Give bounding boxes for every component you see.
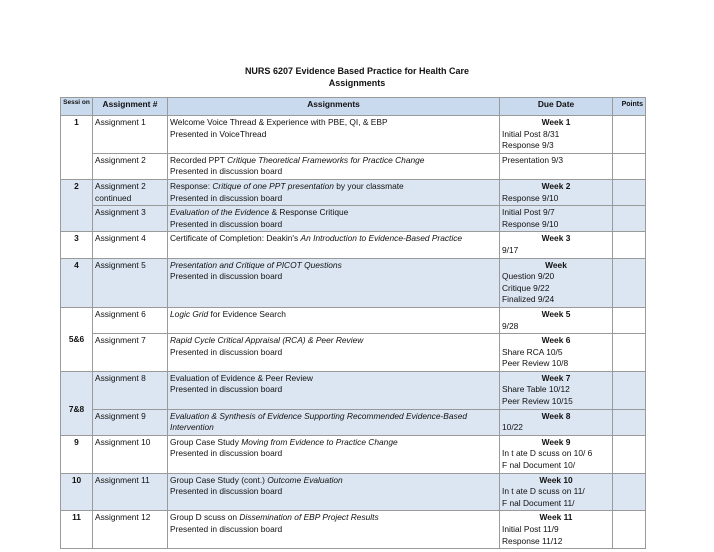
due-text: Response 11/12 [502, 535, 563, 546]
assignment-number: Assignment 2 [93, 153, 168, 179]
header-session: Sessi on [61, 98, 93, 116]
assignment-description [168, 179, 500, 205]
table-row [61, 334, 646, 372]
session-cell: 4 [61, 258, 93, 307]
header-due-date: Due Date [500, 98, 613, 116]
points-cell [613, 232, 646, 258]
due-date [500, 409, 613, 435]
assignment-title: Presentation and Critique of PICOT Questions [170, 259, 342, 270]
points-cell [613, 307, 646, 333]
assignment-title: Evaluation & Synthesis of Evidence Supporting Recommended Evidence-Based [170, 410, 468, 421]
assignment-text: for Evidence Search [208, 308, 286, 319]
assignment-title: An Introduction to Evidence-Based Practice [300, 233, 463, 244]
assignment-text: & Response Critique [269, 207, 349, 218]
course-title: NURS 6207 Evidence Based Practice for Health Care [244, 66, 470, 76]
assignment-description [168, 511, 500, 549]
assignment-text: Group Case Study [170, 436, 242, 447]
week-label: Week 9 [541, 436, 571, 447]
week-label: Week 7 [541, 372, 571, 383]
table-row [61, 371, 646, 409]
session-cell: 2 [61, 179, 93, 231]
assignment-text: Presented in discussion board [170, 448, 283, 459]
due-date [500, 116, 613, 154]
assignment-number: Assignment 6 [93, 307, 168, 333]
week-label: Week 2 [541, 180, 571, 191]
assignment-number: Assignment 3 [93, 206, 168, 232]
assignment-title: Rapid Cycle Critical Appraisal (RCA) & Peer Review [170, 335, 364, 346]
table-row [61, 511, 646, 549]
session-cell: 9 [61, 435, 93, 473]
due-date [500, 511, 613, 549]
points-cell [613, 511, 646, 549]
points-cell [613, 409, 646, 435]
assignment-text: Presented in discussion board [170, 486, 283, 497]
assignment-description [168, 371, 500, 409]
due-date [500, 232, 613, 258]
assignment-description [168, 116, 500, 154]
table-row [61, 307, 646, 333]
week-label: Week [545, 259, 567, 270]
points-cell [613, 334, 646, 372]
assignment-description [168, 206, 500, 232]
assignments-table [60, 97, 646, 549]
assignment-text: Presented in discussion board [170, 524, 283, 534]
assignment-number: Assignment 10 [93, 435, 168, 473]
assignment-number: Assignment 5 [93, 258, 168, 307]
assignment-number [93, 179, 168, 205]
assignment-text: Presented in discussion board [170, 384, 283, 395]
assignment-title: Logic Grid [170, 308, 209, 319]
assignment-description [168, 258, 500, 307]
due-text: Response 9/10 [502, 218, 559, 229]
assignment-text: Certificate of Completion: Deakin's [170, 233, 301, 244]
assignment-number: Assignment 7 [93, 334, 168, 372]
assignment-number-text: Assignment 2 [95, 180, 146, 191]
week-label: Week 11 [539, 512, 573, 523]
assignment-number: Assignment 1 [93, 116, 168, 154]
assignment-text: Evaluation of Evidence & Peer Review [170, 372, 313, 383]
due-date [500, 153, 613, 179]
assignment-title: Dissemination of EBP Project Results [239, 512, 379, 523]
session-cell: 7&8 [61, 371, 93, 435]
table-row [61, 116, 646, 154]
assignment-title: Moving from Evidence to Practice Change [241, 436, 398, 447]
assignment-text: Welcome Voice Thread & Experience with PBE, QI, & EBP [170, 117, 388, 127]
due-date [500, 307, 613, 333]
due-text: Presentation 9/3 [502, 154, 563, 165]
points-cell [613, 258, 646, 307]
due-date [500, 179, 613, 205]
session-cell: 1 [61, 116, 93, 180]
assignment-text: Presented in discussion board [170, 166, 283, 177]
assignment-number: Assignment 12 [93, 511, 168, 549]
session-cell: 3 [61, 232, 93, 258]
table-row [61, 206, 646, 232]
due-text: Response 9/10 [502, 192, 559, 203]
assignment-number: Assignment 8 [93, 371, 168, 409]
assignment-text: Group D scuss on [170, 512, 240, 523]
due-date [500, 371, 613, 409]
assignment-title: Intervention [170, 422, 214, 433]
due-text: Question 9/20 [502, 271, 555, 282]
due-text: In t ate D scuss on 11/ [502, 486, 585, 497]
assignment-description [168, 409, 500, 435]
header-assignment-number: Assignment # [93, 98, 168, 116]
assignment-description [168, 232, 500, 258]
points-cell [613, 116, 646, 154]
due-text: 9/28 [502, 320, 519, 331]
assignment-description [168, 153, 500, 179]
table-row [61, 232, 646, 258]
assignment-description [168, 473, 500, 511]
assignment-title: Outcome Evaluation [267, 474, 343, 485]
table-row [61, 153, 646, 179]
week-label: Week 1 [541, 117, 571, 127]
due-text: In t ate D scuss on 10/ 6 [502, 448, 593, 459]
week-label: Week 5 [541, 308, 571, 319]
due-text: Share Table 10/12 [502, 384, 570, 395]
week-label: Week 10 [539, 474, 573, 485]
assignment-text: by your classmate [333, 180, 404, 191]
due-text: 10/22 [502, 422, 523, 433]
assignment-text: Response: [170, 180, 213, 191]
week-label: Week 8 [541, 410, 571, 421]
assignment-number-text: continued [95, 192, 132, 203]
table-row [61, 435, 646, 473]
due-date [500, 435, 613, 473]
due-text: Initial Post 9/7 [502, 207, 555, 218]
due-text: Response 9/3 [502, 140, 554, 151]
assignment-number: Assignment 4 [93, 232, 168, 258]
assignment-description [168, 435, 500, 473]
due-text: Initial Post 11/9 [502, 524, 559, 534]
due-text: Critique 9/22 [502, 282, 550, 293]
points-cell [613, 206, 646, 232]
week-label: Week 3 [541, 233, 571, 244]
due-text: F nal Document 11/ [502, 497, 575, 508]
points-cell [613, 179, 646, 205]
due-date [500, 258, 613, 307]
assignment-description [168, 334, 500, 372]
course-subtitle: Assignments [328, 78, 386, 88]
session-cell: 11 [61, 511, 93, 549]
table-header-row [61, 98, 646, 116]
header-assignments: Assignments [168, 98, 500, 116]
due-text: Peer Review 10/15 [502, 396, 573, 407]
due-text: Share RCA 10/5 [502, 346, 563, 357]
document-title [0, 65, 714, 89]
points-cell [613, 153, 646, 179]
due-text: Initial Post 8/31 [502, 128, 560, 139]
due-date [500, 334, 613, 372]
assignment-title: Critique Theoretical Frameworks for Practice Change [227, 154, 425, 165]
due-text: Peer Review 10/8 [502, 358, 569, 369]
assignment-text: Recorded PPT [170, 154, 228, 165]
due-date [500, 473, 613, 511]
assignment-text: Presented in discussion board [170, 218, 283, 229]
table-row [61, 409, 646, 435]
assignment-number: Assignment 11 [93, 473, 168, 511]
points-cell [613, 371, 646, 409]
due-text: 9/17 [502, 244, 519, 255]
assignment-text: Presented in VoiceThread [170, 128, 267, 139]
session-cell: 5&6 [61, 307, 93, 371]
assignment-text: Group Case Study (cont.) [170, 474, 268, 485]
week-label: Week 6 [541, 335, 571, 346]
table-row [61, 179, 646, 205]
assignment-text: Presented in discussion board [170, 271, 283, 282]
points-cell [613, 473, 646, 511]
assignment-number: Assignment 9 [93, 409, 168, 435]
table-row [61, 258, 646, 307]
assignment-text: Presented in discussion board [170, 192, 283, 203]
assignment-description [168, 307, 500, 333]
points-cell [613, 435, 646, 473]
assignment-title: Evaluation of the Evidence [170, 207, 270, 218]
due-text: F nal Document 10/ [502, 460, 576, 471]
assignment-text: Presented in discussion board [170, 346, 283, 357]
header-points: Points [613, 98, 646, 116]
due-date [500, 206, 613, 232]
due-text: Finalized 9/24 [502, 294, 555, 305]
session-cell: 10 [61, 473, 93, 511]
table-row [61, 473, 646, 511]
assignment-title: Critique of one PPT presentation [212, 180, 334, 191]
